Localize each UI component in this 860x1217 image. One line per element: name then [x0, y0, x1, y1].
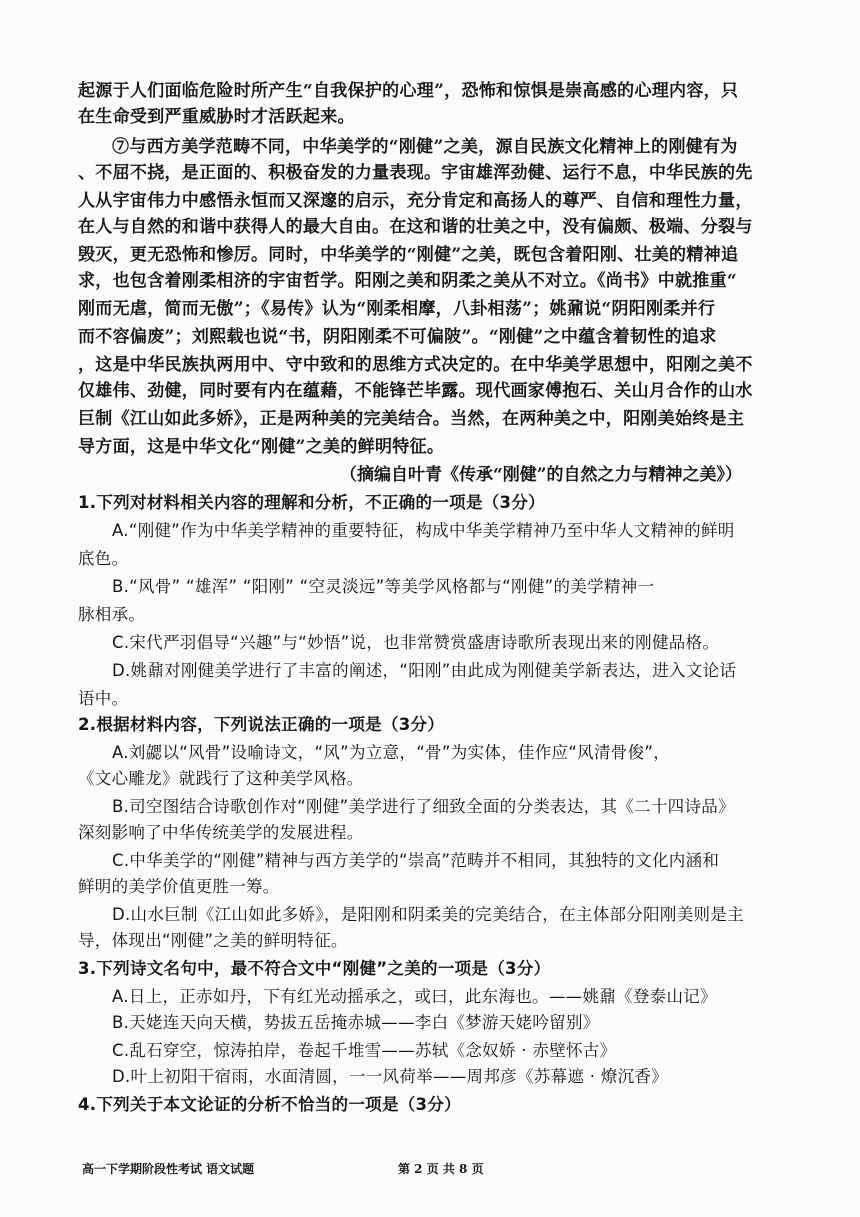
- option-c: C.乱石穿空，惊涛拍岸，卷起千堆雪——苏轼《念奴娇 · 赤壁怀古》: [112, 1041, 617, 1060]
- passage-line: 在生命受到严重威胁时才活跃起来。: [78, 107, 355, 127]
- passage-paragraph-7-start: ⑦与西方美学范畴不同，中华美学的“刚健”之美，源自民族文化精神上的刚健有为: [112, 137, 738, 157]
- option-c: C.中华美学的“刚健”精神与西方美学的“崇高”范畴并不相同，其独特的文化内涵和: [112, 851, 720, 870]
- passage-line: ，这是中华民族执两用中、守中致和的思维方式决定的。在中华美学思想中，阳刚之美不: [78, 355, 753, 375]
- option-a: A.日上，正赤如丹，下有红光动摇承之，或曰，此东海也。——姚鼐《登泰山记》: [112, 987, 717, 1006]
- option-b: B.天姥连天向天横，势拔五岳掩赤城——李白《梦游天姥吟留别》: [112, 1013, 600, 1032]
- passage-line: 巨制《江山如此多娇》，正是两种美的完美结合。当然，在两种美之中，阳刚美始终是主: [78, 409, 745, 429]
- passage-line: 求，也包含着刚柔相济的宇宙哲学。阳刚之美和阴柔之美从不对立。《尚书》中就推重“: [78, 271, 737, 291]
- passage-line: 、不屈不挠，是正面的、积极奋发的力量表现。宇宙雄浑劲健、运行不息，中华民族的先: [78, 163, 753, 183]
- option-b: B.司空图结合诗歌创作对“刚健”美学进行了细致全面的分类表达，其《二十四诗品》: [112, 797, 735, 816]
- passage-line: 在人与自然的和谐中获得人的最大自由。在这和谐的壮美之中，没有偏颇、极端、分裂与: [78, 217, 753, 237]
- passage-source: （摘编自叶青《传承“刚健”的自然之力与精神之美》）: [340, 465, 743, 485]
- footer-exam-title: 高一下学期阶段性考试 语文试题: [82, 1162, 255, 1176]
- option-b-cont: 脉相承。: [78, 605, 146, 624]
- question-stem: 1.下列对材料相关内容的理解和分析，不正确的一项是（3分）: [78, 493, 545, 512]
- option-b: B.“风骨” “雄浑” “阳刚” “空灵淡远”等美学风格都与“刚健”的美学精神一: [112, 577, 655, 596]
- option-a: A.“刚健”作为中华美学精神的重要特征，构成中华美学精神乃至中华人文精神的鲜明: [112, 521, 735, 540]
- question-stem: 3.下列诗文名句中，最不符合文中“刚健”之美的一项是（3分）: [78, 959, 551, 978]
- option-d: D.叶上初阳干宿雨，水面清圆，一一风荷举——周邦彦《苏幕遮 · 燎沉香》: [112, 1067, 668, 1086]
- passage-line: 仅雄伟、劲健，同时要有内在蕴藉，不能锋芒毕露。现代画家傅抱石、关山月合作的山水: [78, 381, 753, 401]
- passage-line: 起源于人们面临危险时所产生“自我保护的心理”，恐怖和惊惧是崇高感的心理内容，只: [78, 81, 739, 101]
- passage-line: 毁灭，更无恐怖和惨厉。同时，中华美学的“刚健”之美，既包含着阳刚、壮美的精神追: [78, 245, 739, 265]
- option-d: D.姚鼐对刚健美学进行了丰富的阐述，“阳刚”由此成为刚健美学新表达，进入文论话: [112, 661, 737, 680]
- option-d: D.山水巨制《江山如此多娇》，是阳刚和阴柔美的完美结合，在主体部分阳刚美则是主: [112, 905, 744, 924]
- option-d-cont: 语中。: [78, 689, 129, 708]
- option-a: A.刘勰以“风骨”设喻诗文，“风”为立意，“骨”为实体，佳作应“风清骨俊”，: [112, 743, 671, 762]
- passage-line: 刚而无虐，简而无傲”；《易传》认为“刚柔相摩，八卦相荡”；姚鼐说“阴阳刚柔并行: [78, 299, 716, 319]
- question-stem: 4.下列关于本文论证的分析不恰当的一项是（3分）: [78, 1095, 461, 1114]
- footer-page-number: 第 2 页 共 8 页: [398, 1162, 484, 1176]
- option-c: C.宋代严羽倡导“兴趣”与“妙悟”说，也非常赞赏盛唐诗歌所表现出来的刚健品格。: [112, 633, 720, 652]
- passage-line: 导方面，这是中华文化“刚健”之美的鲜明特征。: [78, 437, 445, 457]
- passage-line: 而不容偏废”；刘熙载也说“书，阴阳刚柔不可偏陂”。“刚健”之中蕴含着韧性的追求: [78, 327, 717, 347]
- option-a-cont: 《文心雕龙》就践行了这种美学风格。: [78, 769, 364, 788]
- option-a-cont: 底色。: [78, 549, 129, 568]
- option-c-cont: 鲜明的美学价值更胜一筹。: [78, 877, 280, 896]
- option-b-cont: 深刻影响了中华传统美学的发展进程。: [78, 823, 364, 842]
- option-d-cont: 导，体现出“刚健”之美的鲜明特征。: [78, 931, 348, 950]
- passage-line: 人从宇宙伟力中感悟永恒而又深邃的启示，充分肯定和高扬人的尊严、自信和理性力量，: [78, 191, 753, 211]
- question-stem: 2.根据材料内容，下列说法正确的一项是（3分）: [78, 715, 445, 734]
